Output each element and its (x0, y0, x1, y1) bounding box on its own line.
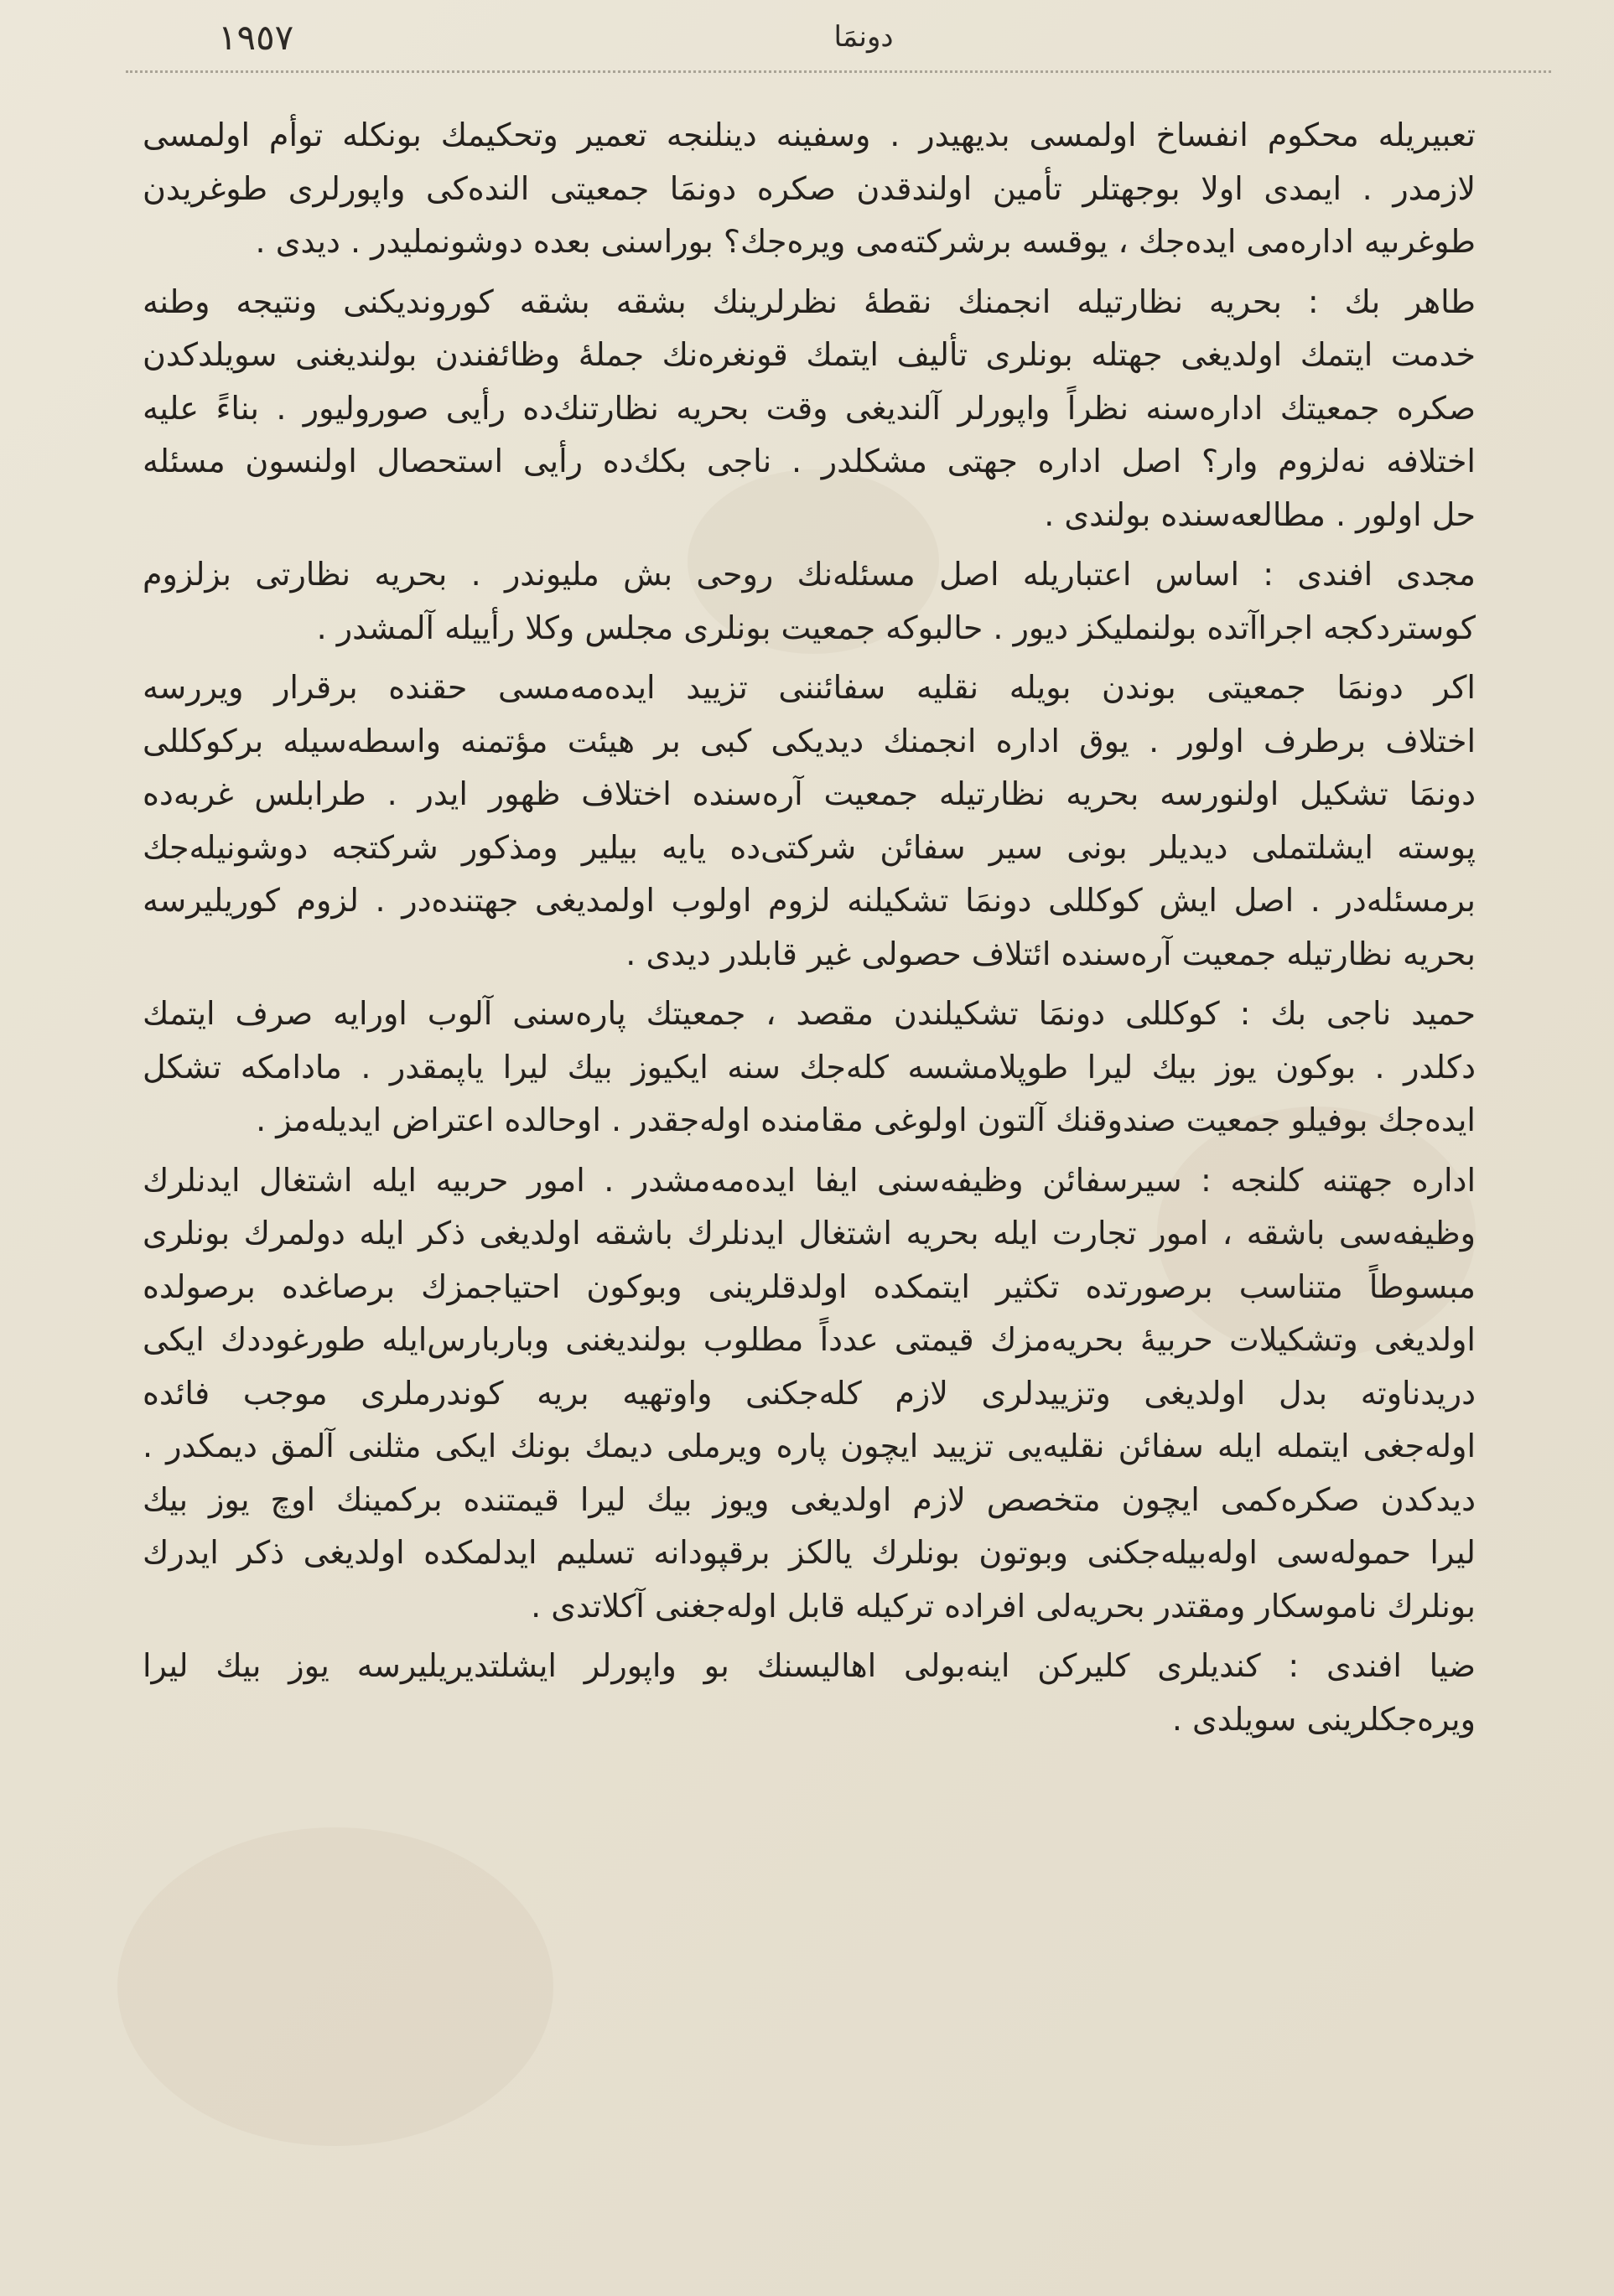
text-line: بونلرك ناموسكار ومقتدر بحريه‌لى افراده تركيله قابل اوله‌جغنى آكلاتدى . (531, 1587, 1476, 1625)
text-line: دكلدر . بوكون يوز بيك ليرا طوپلامشسه كله‌جك سنه ايكيوز بيك ليرا ياپمقدر . مادامكه تشكل (143, 1048, 1476, 1086)
text-line: اداره جهتنه كلنجه : سيرسفائن وظيفه‌سنى ايفا ايده‌مه‌مشدر . امور حربيه ايله اشتغال ايدنلرك (143, 1161, 1476, 1199)
text-line: طوغرىيه اداره‌مى ايده‌جك ، يوقسه برشركته‌مى ويره‌جك؟ بوراسنى بعده دوشونمليدر . ديدى . (255, 223, 1476, 260)
text-line: حل اولور . مطالعه‌سنده بولندى . (1044, 495, 1476, 533)
text-line: ضيا افندى : كنديلرى كليركن اينه‌بولى اهاليسنك بو واپورلر ايشلتديريليرسه يوز بيك ليرا (143, 1647, 1476, 1684)
page-header (134, 12, 1509, 70)
paragraph (143, 1154, 1476, 1634)
text-line: برمسئله‌در . اصل ايش كوكللى دونمَا تشكيلنه لزوم اولوب اولمديغى جهتنده‌در . لزوم كوريليرسه (143, 882, 1476, 919)
page-number: ١٩٥٧ (218, 17, 294, 58)
text-line: ويره‌جكلرينى سويلدى . (1171, 1700, 1476, 1738)
paragraph (143, 548, 1476, 655)
paper-stain (117, 1827, 553, 2146)
text-line: بحريه نظارتيله جمعيت آره‌سنده ائتلاف حصولى غير قابلدر ديدى . (625, 935, 1476, 972)
text-line: ايده‌جك بوفيلو جمعيت صندوقنك آلتون اولوغى مقامنده اوله‌جقدر . اوحالده اعتراض ايديله‌مز . (256, 1101, 1476, 1138)
paragraph (143, 109, 1476, 269)
text-line: اختلافه نه‌لزوم وار؟ اصل اداره جهتى مشكلدر . ناجى بكك‌ده رأيى استحصال اولنسون مسئله (143, 443, 1476, 479)
text-line: خدمت ايتمك اولديغى جهتله بونلرى تأليف ايتمك قونغره‌نك جمله‌ٔ وظائفندن بولنديغنى سويلدكدن (143, 336, 1476, 373)
text-line: مبسوطاً متناسب برصورتده تكثير ايتمكده اولدقلرينى وبوكون احتياجمزك برصاغده برصولده (143, 1267, 1476, 1305)
paragraph (143, 1640, 1476, 1746)
text-line: دريدناوته بدل اولديغى وتزييدلرى لازم كله‌جكنى واوتهيه بريه كوندرملرى موجب فائده (143, 1374, 1476, 1412)
perforation-divider (126, 70, 1551, 73)
text-line: مجدى افندى : اساس اعتباريله اصل مسئله‌نك روحى بش مليوندر . بحريه نظارتى بزلزوم (143, 556, 1476, 593)
text-line: وظيفه‌سى باشقه ، امور تجارت ايله بحريه اشتغال ايدنلرك باشقه اولديغى ذكر ايله دولمرك بونلرى (143, 1215, 1476, 1252)
paragraph (143, 661, 1476, 981)
text-line: اوله‌جغى ايتمله ايله سفائن نقليه‌يى تزييد ايچون پاره ويرملى ديمك بونك ايكى مثلنى آلمق ديمكدر . (143, 1428, 1476, 1464)
text-line: لازمدر . ايمدى اولا بوجهتلر تأمين اولندقدن صكره دونمَا جمعيتى النده‌كى واپورلرى طوغريدن (143, 169, 1476, 207)
paragraph (143, 276, 1476, 542)
text-line: ديدكدن صكره‌كمى ايچون متخصص لازم اولديغى ويوز بيك ليرا قيمتنده بركمينك اوچ يوز بيك (143, 1480, 1476, 1518)
text-line: اكر دونمَا جمعيتى بوندن بويله نقليه سفائننى تزييد ايده‌مه‌مسى حقنده برقرار ويررسه (143, 669, 1476, 706)
text-line: اختلاف برطرف اولور . يوق اداره انجمنك ديديكى كبى بر هيئت مؤتمنه واسطه‌سيله بركوكللى (143, 722, 1476, 759)
text-line: ليرا حموله‌سى اوله‌بيله‌جكنى وبوتون بونلرك يالكز برقپودانه تسليم ايدلمكده اولديغى ذكر ايدرك (143, 1534, 1476, 1571)
text-line: حميد ناجى بك : كوكللى دونمَا تشكيلندن مقصد ، جمعيتك پاره‌سنى آلوب اورايه صرف ايتمك (143, 995, 1476, 1032)
text-line: پوسته ايشلتملى ديديلر بونى سير سفائن شركتى‌ده يايه بيلير ومذكور شركتجه دوشونيله‌جك (143, 828, 1476, 866)
running-title: دونمَا (833, 20, 894, 54)
text-line: طاهر بك : بحريه نظارتيله انجمنك نقطهٔ نظرلرينك بشقه بشقه كورونديكنى ونتيجه وطنه (143, 282, 1476, 320)
text-line: كوستردكجه اجراآتده بولنمليكز ديور . حالبوكه جمعيت بونلرى مجلس وكلا رأييله آلمشدر . (316, 609, 1476, 646)
paragraph (143, 987, 1476, 1148)
text-line: تعبيريله محكوم انفساخ اولمسى بديهيدر . وسفينه دينلنجه تعمير وتحكيمك بونكله توأم اولمسى (143, 117, 1476, 153)
text-line: اولديغى وتشكيلات حربيهٔ بحريه‌مزك قيمتى عدداً مطلوب بولنديغنى وباربارس‌ايله طورغوددك ايكى (143, 1321, 1476, 1358)
text-line: صكره جمعيتك اداره‌سنه نظراً واپورلر آلنديغى وقت بحريه نظارتنك‌ده رأيى صوروليور . بناءً عليه (143, 389, 1476, 427)
text-line: دونمَا تشكيل اولنورسه بحريه نظارتيله جمعيت آره‌سنده اختلاف ظهور ايدر . طرابلس غربه‌ده (143, 775, 1476, 812)
document-body (143, 109, 1476, 1753)
